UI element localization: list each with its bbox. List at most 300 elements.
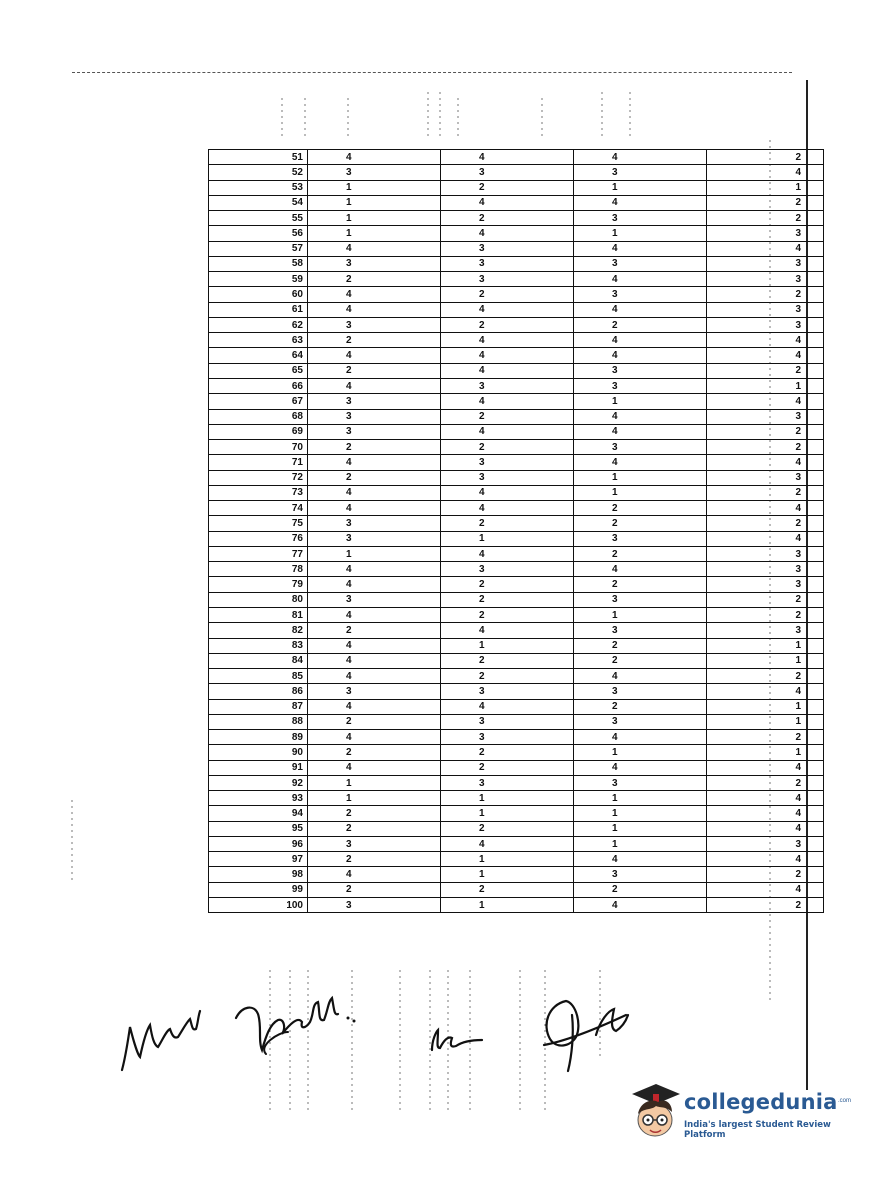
answer-col-4: 1	[707, 699, 824, 714]
answer-col-2: 2	[441, 317, 574, 332]
answer-col-1: 3	[308, 516, 441, 531]
answer-col-2: 2	[441, 440, 574, 455]
answer-col-4: 2	[707, 195, 824, 210]
answer-col-3: 4	[574, 409, 707, 424]
answer-col-1: 2	[308, 333, 441, 348]
answer-col-4: 4	[707, 241, 824, 256]
answer-col-2: 4	[441, 226, 574, 241]
answer-col-1: 1	[308, 791, 441, 806]
answer-col-4: 3	[707, 302, 824, 317]
answer-col-3: 2	[574, 546, 707, 561]
table-row	[209, 852, 824, 867]
table-row	[209, 836, 824, 851]
table-row	[209, 272, 824, 287]
table-row	[209, 516, 824, 531]
answer-col-1: 4	[308, 577, 441, 592]
table-row	[209, 898, 824, 913]
answer-col-4: 3	[707, 256, 824, 271]
answer-col-1: 2	[308, 363, 441, 378]
answer-col-2: 2	[441, 409, 574, 424]
answer-col-2: 4	[441, 836, 574, 851]
question-number: 77	[209, 546, 308, 561]
table-row	[209, 577, 824, 592]
answer-col-3: 3	[574, 211, 707, 226]
answer-col-3: 4	[574, 562, 707, 577]
answer-col-2: 2	[441, 821, 574, 836]
answer-col-3: 3	[574, 531, 707, 546]
question-number: 80	[209, 592, 308, 607]
answer-col-4: 3	[707, 577, 824, 592]
table-row	[209, 501, 824, 516]
table-row	[209, 333, 824, 348]
answer-col-4: 4	[707, 791, 824, 806]
answer-col-1: 3	[308, 531, 441, 546]
answer-col-4: 3	[707, 562, 824, 577]
answer-col-4: 2	[707, 485, 824, 500]
answer-col-4: 4	[707, 806, 824, 821]
answer-col-1: 2	[308, 852, 441, 867]
answer-col-2: 4	[441, 302, 574, 317]
answer-col-1: 3	[308, 317, 441, 332]
question-number: 64	[209, 348, 308, 363]
question-number: 96	[209, 836, 308, 851]
answer-col-4: 1	[707, 653, 824, 668]
answer-col-1: 4	[308, 699, 441, 714]
answer-col-4: 1	[707, 745, 824, 760]
answer-col-3: 4	[574, 333, 707, 348]
answer-col-4: 2	[707, 775, 824, 790]
answer-col-3: 4	[574, 195, 707, 210]
answer-col-4: 1	[707, 714, 824, 729]
answer-col-4: 4	[707, 852, 824, 867]
table-row	[209, 821, 824, 836]
question-number: 99	[209, 882, 308, 897]
answer-col-3: 3	[574, 440, 707, 455]
answer-col-1: 4	[308, 348, 441, 363]
answer-col-4: 2	[707, 607, 824, 622]
answer-col-3: 2	[574, 653, 707, 668]
brand-tagline: India's largest Student Review Platform	[684, 1120, 831, 1140]
answer-col-2: 3	[441, 684, 574, 699]
answer-col-1: 1	[308, 226, 441, 241]
answer-col-4: 4	[707, 882, 824, 897]
table-row	[209, 165, 824, 180]
question-number: 55	[209, 211, 308, 226]
question-number: 92	[209, 775, 308, 790]
answer-col-1: 3	[308, 394, 441, 409]
answer-col-2: 4	[441, 623, 574, 638]
question-number: 98	[209, 867, 308, 882]
answer-col-1: 3	[308, 424, 441, 439]
signature-1	[112, 985, 212, 1080]
question-number: 60	[209, 287, 308, 302]
answer-col-4: 2	[707, 211, 824, 226]
answer-col-1: 4	[308, 730, 441, 745]
answer-col-2: 2	[441, 592, 574, 607]
table-row	[209, 378, 824, 393]
answer-col-3: 3	[574, 256, 707, 271]
table-row	[209, 882, 824, 897]
answer-col-1: 2	[308, 272, 441, 287]
mascot-logo-icon	[626, 1080, 684, 1138]
table-row	[209, 562, 824, 577]
answer-key-body	[209, 150, 824, 913]
question-number: 76	[209, 531, 308, 546]
answer-col-1: 3	[308, 409, 441, 424]
table-row	[209, 531, 824, 546]
brand-domain: .com	[838, 1098, 852, 1104]
answer-col-1: 4	[308, 607, 441, 622]
question-number: 54	[209, 195, 308, 210]
answer-col-2: 3	[441, 256, 574, 271]
table-row	[209, 180, 824, 195]
answer-col-3: 4	[574, 730, 707, 745]
answer-col-1: 2	[308, 882, 441, 897]
question-number: 90	[209, 745, 308, 760]
question-number: 95	[209, 821, 308, 836]
table-row	[209, 653, 824, 668]
question-number: 84	[209, 653, 308, 668]
answer-col-2: 2	[441, 287, 574, 302]
signature-2	[228, 988, 368, 1068]
answer-col-3: 4	[574, 424, 707, 439]
question-number: 74	[209, 501, 308, 516]
answer-col-3: 4	[574, 455, 707, 470]
answer-col-1: 3	[308, 836, 441, 851]
answer-col-3: 3	[574, 165, 707, 180]
question-number: 83	[209, 638, 308, 653]
question-number: 59	[209, 272, 308, 287]
answer-col-3: 4	[574, 241, 707, 256]
question-number: 71	[209, 455, 308, 470]
question-number: 82	[209, 623, 308, 638]
signature-4	[536, 985, 636, 1075]
answer-col-3: 4	[574, 272, 707, 287]
answer-col-1: 3	[308, 165, 441, 180]
answer-col-3: 1	[574, 836, 707, 851]
question-number: 97	[209, 852, 308, 867]
answer-col-2: 2	[441, 745, 574, 760]
answer-col-3: 2	[574, 317, 707, 332]
answer-col-3: 1	[574, 394, 707, 409]
answer-col-3: 1	[574, 806, 707, 821]
answer-col-3: 4	[574, 302, 707, 317]
answer-col-1: 4	[308, 669, 441, 684]
answer-col-1: 1	[308, 775, 441, 790]
table-row	[209, 287, 824, 302]
question-number: 65	[209, 363, 308, 378]
answer-col-2: 3	[441, 165, 574, 180]
answer-col-3: 4	[574, 760, 707, 775]
answer-col-2: 2	[441, 882, 574, 897]
answer-col-3: 3	[574, 592, 707, 607]
answer-col-1: 4	[308, 638, 441, 653]
answer-col-2: 3	[441, 272, 574, 287]
question-number: 85	[209, 669, 308, 684]
table-row	[209, 424, 824, 439]
answer-col-3: 4	[574, 852, 707, 867]
answer-col-4: 1	[707, 180, 824, 195]
answer-col-2: 4	[441, 501, 574, 516]
table-row	[209, 760, 824, 775]
answer-col-3: 1	[574, 226, 707, 241]
answer-col-4: 3	[707, 409, 824, 424]
answer-col-2: 4	[441, 485, 574, 500]
answer-col-1: 4	[308, 760, 441, 775]
answer-col-4: 2	[707, 730, 824, 745]
answer-col-4: 3	[707, 836, 824, 851]
answer-col-3: 4	[574, 669, 707, 684]
answer-col-4: 2	[707, 669, 824, 684]
table-row	[209, 714, 824, 729]
answer-col-4: 2	[707, 440, 824, 455]
table-row	[209, 775, 824, 790]
answer-col-4: 2	[707, 898, 824, 913]
answer-col-2: 3	[441, 378, 574, 393]
answer-col-2: 3	[441, 730, 574, 745]
answer-col-1: 3	[308, 256, 441, 271]
answer-col-4: 4	[707, 348, 824, 363]
table-row	[209, 211, 824, 226]
answer-col-4: 4	[707, 394, 824, 409]
answer-col-2: 2	[441, 577, 574, 592]
answer-col-2: 4	[441, 424, 574, 439]
answer-col-2: 1	[441, 898, 574, 913]
answer-col-1: 4	[308, 455, 441, 470]
question-number: 57	[209, 241, 308, 256]
table-row	[209, 669, 824, 684]
answer-col-2: 2	[441, 180, 574, 195]
answer-col-2: 4	[441, 150, 574, 165]
question-number: 91	[209, 760, 308, 775]
answer-col-1: 1	[308, 180, 441, 195]
answer-col-4: 2	[707, 363, 824, 378]
answer-col-1: 1	[308, 211, 441, 226]
table-row	[209, 440, 824, 455]
answer-col-2: 4	[441, 333, 574, 348]
answer-col-3: 3	[574, 378, 707, 393]
answer-col-4: 4	[707, 455, 824, 470]
answer-col-3: 1	[574, 470, 707, 485]
table-row	[209, 806, 824, 821]
answer-col-4: 4	[707, 333, 824, 348]
question-number: 94	[209, 806, 308, 821]
table-row	[209, 256, 824, 271]
answer-col-3: 2	[574, 516, 707, 531]
answer-col-2: 2	[441, 607, 574, 622]
table-row	[209, 791, 824, 806]
question-number: 63	[209, 333, 308, 348]
signature-3	[426, 1020, 490, 1060]
answer-col-3: 1	[574, 607, 707, 622]
table-row	[209, 195, 824, 210]
answer-col-4: 3	[707, 470, 824, 485]
answer-col-2: 1	[441, 638, 574, 653]
answer-col-3: 2	[574, 638, 707, 653]
answer-col-1: 4	[308, 241, 441, 256]
answer-col-3: 2	[574, 501, 707, 516]
page-top-edge	[72, 72, 792, 73]
table-row	[209, 226, 824, 241]
answer-col-1: 2	[308, 470, 441, 485]
answer-col-3: 2	[574, 577, 707, 592]
table-row	[209, 592, 824, 607]
answer-col-4: 3	[707, 317, 824, 332]
answer-col-2: 2	[441, 653, 574, 668]
answer-col-1: 4	[308, 501, 441, 516]
answer-col-2: 4	[441, 394, 574, 409]
table-row	[209, 638, 824, 653]
answer-col-4: 2	[707, 592, 824, 607]
answer-col-2: 4	[441, 699, 574, 714]
question-number: 53	[209, 180, 308, 195]
answer-col-3: 3	[574, 623, 707, 638]
answer-col-4: 3	[707, 272, 824, 287]
table-row	[209, 317, 824, 332]
answer-col-1: 1	[308, 546, 441, 561]
answer-col-2: 1	[441, 791, 574, 806]
answer-col-2: 3	[441, 241, 574, 256]
answer-col-3: 1	[574, 745, 707, 760]
answer-col-2: 4	[441, 546, 574, 561]
answer-col-4: 4	[707, 165, 824, 180]
answer-col-4: 4	[707, 760, 824, 775]
question-number: 87	[209, 699, 308, 714]
answer-col-3: 3	[574, 714, 707, 729]
answer-col-2: 4	[441, 363, 574, 378]
question-number: 78	[209, 562, 308, 577]
answer-col-4: 1	[707, 378, 824, 393]
answer-col-3: 3	[574, 867, 707, 882]
table-row	[209, 409, 824, 424]
question-number: 61	[209, 302, 308, 317]
answer-col-2: 3	[441, 775, 574, 790]
answer-col-4: 4	[707, 501, 824, 516]
question-number: 93	[209, 791, 308, 806]
answer-col-1: 2	[308, 714, 441, 729]
table-row	[209, 485, 824, 500]
answer-col-3: 1	[574, 821, 707, 836]
question-number: 81	[209, 607, 308, 622]
question-number: 51	[209, 150, 308, 165]
answer-col-4: 3	[707, 623, 824, 638]
question-number: 72	[209, 470, 308, 485]
answer-key-table	[208, 149, 824, 913]
answer-col-3: 4	[574, 348, 707, 363]
collegedunia-watermark	[626, 1080, 856, 1140]
answer-col-4: 2	[707, 424, 824, 439]
question-number: 86	[209, 684, 308, 699]
answer-col-1: 2	[308, 821, 441, 836]
question-number: 100	[209, 898, 308, 913]
question-number: 58	[209, 256, 308, 271]
answer-col-2: 1	[441, 852, 574, 867]
answer-col-1: 2	[308, 806, 441, 821]
answer-col-1: 3	[308, 898, 441, 913]
answer-col-2: 3	[441, 470, 574, 485]
table-row	[209, 546, 824, 561]
question-number: 52	[209, 165, 308, 180]
question-number: 79	[209, 577, 308, 592]
table-row	[209, 348, 824, 363]
question-number: 89	[209, 730, 308, 745]
table-row	[209, 730, 824, 745]
question-number: 73	[209, 485, 308, 500]
question-number: 62	[209, 317, 308, 332]
question-number: 67	[209, 394, 308, 409]
answer-col-1: 4	[308, 287, 441, 302]
answer-col-2: 1	[441, 806, 574, 821]
answer-col-4: 4	[707, 531, 824, 546]
answer-col-2: 1	[441, 867, 574, 882]
table-row	[209, 623, 824, 638]
answer-col-2: 4	[441, 348, 574, 363]
answer-col-1: 2	[308, 745, 441, 760]
brand-name: collegedunia	[684, 1090, 838, 1114]
question-number: 75	[209, 516, 308, 531]
answer-col-1: 3	[308, 592, 441, 607]
answer-col-3: 3	[574, 775, 707, 790]
question-number: 66	[209, 378, 308, 393]
answer-col-3: 2	[574, 699, 707, 714]
answer-col-1: 2	[308, 623, 441, 638]
table-row	[209, 455, 824, 470]
answer-col-3: 4	[574, 150, 707, 165]
answer-col-3: 3	[574, 363, 707, 378]
answer-col-4: 2	[707, 867, 824, 882]
table-row	[209, 394, 824, 409]
table-row	[209, 150, 824, 165]
table-row	[209, 363, 824, 378]
answer-col-1: 4	[308, 150, 441, 165]
question-number: 69	[209, 424, 308, 439]
answer-col-1: 4	[308, 562, 441, 577]
answer-col-2: 1	[441, 531, 574, 546]
answer-col-3: 3	[574, 684, 707, 699]
answer-col-1: 3	[308, 684, 441, 699]
answer-col-1: 4	[308, 485, 441, 500]
answer-col-2: 2	[441, 669, 574, 684]
answer-col-2: 2	[441, 760, 574, 775]
answer-col-3: 1	[574, 485, 707, 500]
answer-col-1: 4	[308, 378, 441, 393]
answer-col-3: 2	[574, 882, 707, 897]
answer-col-3: 3	[574, 287, 707, 302]
answer-col-2: 2	[441, 211, 574, 226]
answer-col-4: 1	[707, 638, 824, 653]
answer-col-4: 2	[707, 287, 824, 302]
answer-col-1: 4	[308, 867, 441, 882]
answer-col-1: 4	[308, 653, 441, 668]
answer-col-2: 3	[441, 562, 574, 577]
answer-col-3: 4	[574, 898, 707, 913]
table-row	[209, 607, 824, 622]
question-number: 88	[209, 714, 308, 729]
table-row	[209, 470, 824, 485]
answer-col-4: 2	[707, 516, 824, 531]
answer-col-4: 2	[707, 150, 824, 165]
answer-col-2: 4	[441, 195, 574, 210]
table-row	[209, 699, 824, 714]
answer-col-1: 1	[308, 195, 441, 210]
table-row	[209, 684, 824, 699]
answer-col-3: 1	[574, 791, 707, 806]
answer-col-2: 3	[441, 714, 574, 729]
table-row	[209, 241, 824, 256]
answer-col-1: 4	[308, 302, 441, 317]
answer-col-2: 2	[441, 516, 574, 531]
answer-col-4: 4	[707, 684, 824, 699]
